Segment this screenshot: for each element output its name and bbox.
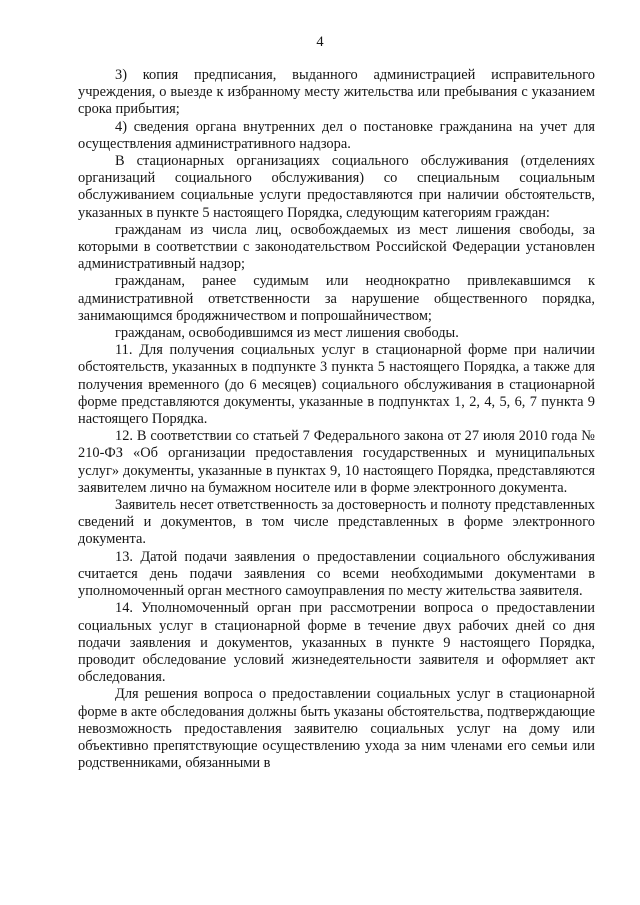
paragraph-applicant-responsibility: Заявитель несет ответственность за достоверность и полноту представленных сведений и документов, в том числе представленных в форме электронного документа. bbox=[78, 497, 595, 548]
document-body bbox=[78, 67, 595, 772]
paragraph-14: 14. Уполномоченный орган при рассмотрении вопроса о предоставлении социальных услуг в стационарной форме в течение двух рабочих дней со дня подачи заявления и документов, указанных в пункте 9 настоящего Порядка, проводит обследование условий жизнедеятельности заявителя и оформляет акт обследования. bbox=[78, 600, 595, 686]
page-number: 4 bbox=[316, 34, 324, 50]
paragraph-special-service: В стационарных организациях социального обслуживания (отделениях организаций социального обслуживания) со специальным социальным обслуживанием социальные услуги предоставляются при наличии обстоятельств, указанных в пункте 5 настоящего Порядка, следующим категориям граждан: bbox=[78, 153, 595, 221]
paragraph-13: 13. Датой подачи заявления о предоставлении социального обслуживания считается день подачи заявления со всеми необходимыми документами в уполномоченный орган местного самоуправления по месту жительства заявителя. bbox=[78, 548, 595, 600]
paragraph-category-3: гражданам, освободившимся из мест лишения свободы. bbox=[115, 325, 459, 342]
paragraph-11: 11. Для получения социальных услуг в стационарной форме при наличии обстоятельств, указанных в подпункте 3 пункта 5 настоящего Порядка, а также для получения временного (до 6 месяцев) социального обслуживания в стационарной форме представляются документы, указанные в подпунктах 1, 2, 4, 5, 6, 7 пункта 9 настоящего Порядка. bbox=[78, 342, 595, 428]
paragraph-category-2: гражданам, ранее судимым или неоднократно привлекавшимся к административной ответственности за нарушение общественного порядка, занимающимся бродяжничеством и попрошайничеством; bbox=[78, 273, 595, 324]
paragraph-category-1: гражданам из числа лиц, освобождаемых из мест лишения свободы, за которыми в соответствии с законодательством Российской Федерации установлен административный надзор; bbox=[78, 221, 595, 273]
paragraph-item-4: 4) сведения органа внутренних дел о постановке гражданина на учет для осуществления административного надзора. bbox=[78, 118, 595, 152]
paragraph-inspection-act: Для решения вопроса о предоставлении социальных услуг в стационарной форме в акте обследования должны быть указаны обстоятельства, подтверждающие невозможность предоставления заявителю социальных услуг на дому или объективно препятствующие осуществлению ухода за ним членами его семьи или родственниками, обязанными в bbox=[78, 686, 595, 772]
paragraph-12: 12. В соответствии со статьей 7 Федерального закона от 27 июля 2010 года № 210-ФЗ «Об организации предоставления государственных и муниципальных услуг» документы, указанные в пунктах 9, 10 настоящего Порядка, представляются заявителем лично на бумажном носителе или в форме электронного документа. bbox=[78, 428, 595, 496]
paragraph-item-3: 3) копия предписания, выданного администрацией исправительного учреждения, о выезде к избранному месту жительства или пребывания с указанием срока прибытия; bbox=[78, 67, 595, 118]
